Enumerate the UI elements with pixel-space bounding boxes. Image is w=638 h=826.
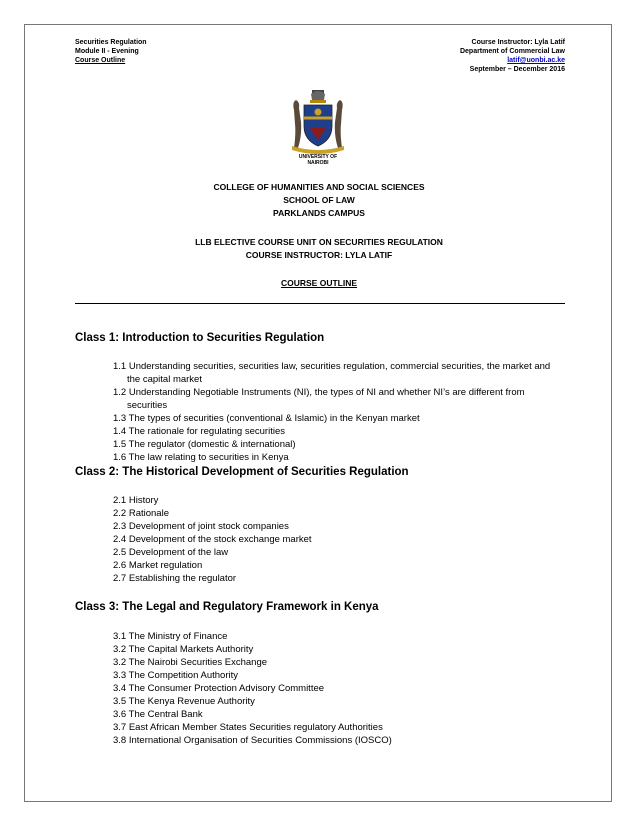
list-item: 3.8 International Organisation of Securities Commissions (IOSCO) <box>113 735 392 746</box>
instructor-line: COURSE INSTRUCTOR: LYLA LATIF <box>245 250 393 260</box>
list-item: 2.2 Rationale <box>113 508 169 519</box>
list-item: 2.4 Development of the stock exchange market <box>113 534 312 545</box>
college-title <box>0 181 638 220</box>
list-item: 3.4 The Consumer Protection Advisory Committee <box>113 683 325 694</box>
list-item: 1.4 The rationale for regulating securities <box>113 426 285 437</box>
class-2-heading: Class 2: The Historical Development of Securities Regulation <box>75 466 409 478</box>
college-name: COLLEGE OF HUMANITIES AND SOCIAL SCIENCES <box>213 182 425 192</box>
campus-name: PARKLANDS CAMPUS <box>273 208 365 218</box>
list-item: 3.2 The Nairobi Securities Exchange <box>113 657 268 668</box>
list-item: 3.6 The Central Bank <box>113 709 203 720</box>
list-item: 2.7 Establishing the regulator <box>113 573 237 584</box>
outline-heading <box>0 277 638 290</box>
list-item: 1.1 Understanding securities, securities law, securities regulation, commercial securities, the market and the capital market <box>113 361 551 385</box>
email-link[interactable]: latif@uonbi.ac.ke <box>507 57 565 64</box>
header-term: September – December 2016 <box>469 66 565 73</box>
list-item: 1.6 The law relating to securities in Kenya <box>113 452 289 463</box>
class-1-heading: Class 1: Introduction to Securities Regulation <box>75 332 325 344</box>
unit-name: LLB ELECTIVE COURSE UNIT ON SECURITIES REGULATION <box>195 237 443 247</box>
list-item: 1.2 Understanding Negotiable Instruments (NI), the types of NI and whether NI’s are different from securities <box>113 387 525 411</box>
header-left <box>75 38 147 65</box>
course-outline-title: COURSE OUTLINE <box>280 278 358 288</box>
divider <box>75 303 565 304</box>
header-department: Department of Commercial Law <box>459 48 565 55</box>
header-right <box>460 38 565 74</box>
class-3-items <box>113 630 565 747</box>
list-item: 3.5 The Kenya Revenue Authority <box>113 696 255 707</box>
list-item: 2.1 History <box>113 495 159 506</box>
list-item: 3.7 East African Member States Securities regulatory Authorities <box>113 722 383 733</box>
logo-caption: UNIVERSITY OF NAIROBI <box>298 154 338 166</box>
list-item: 2.5 Development of the law <box>113 547 229 558</box>
class-2-items <box>113 494 565 585</box>
header-instructor: Course Instructor: Lyla Latif <box>471 39 565 46</box>
university-coat-of-arms-icon <box>286 88 350 154</box>
school-name: SCHOOL OF LAW <box>283 195 355 205</box>
list-item: 2.3 Development of joint stock companies <box>113 521 289 532</box>
unit-title <box>0 236 638 262</box>
header-course: Securities Regulation <box>75 39 147 46</box>
class-1-items <box>113 360 565 464</box>
list-item: 3.3 The Competition Authority <box>113 670 238 681</box>
list-item: 2.6 Market regulation <box>113 560 203 571</box>
class-3-heading: Class 3: The Legal and Regulatory Framework in Kenya <box>75 601 379 613</box>
list-item: 3.2 The Capital Markets Authority <box>113 644 254 655</box>
list-item: 1.3 The types of securities (conventional & Islamic) in the Kenyan market <box>113 413 420 424</box>
list-item: 1.5 The regulator (domestic & international) <box>113 439 296 450</box>
list-item: 3.1 The Ministry of Finance <box>113 631 228 642</box>
header-module: Module II - Evening <box>75 48 139 55</box>
header-outline: Course Outline <box>75 57 126 64</box>
